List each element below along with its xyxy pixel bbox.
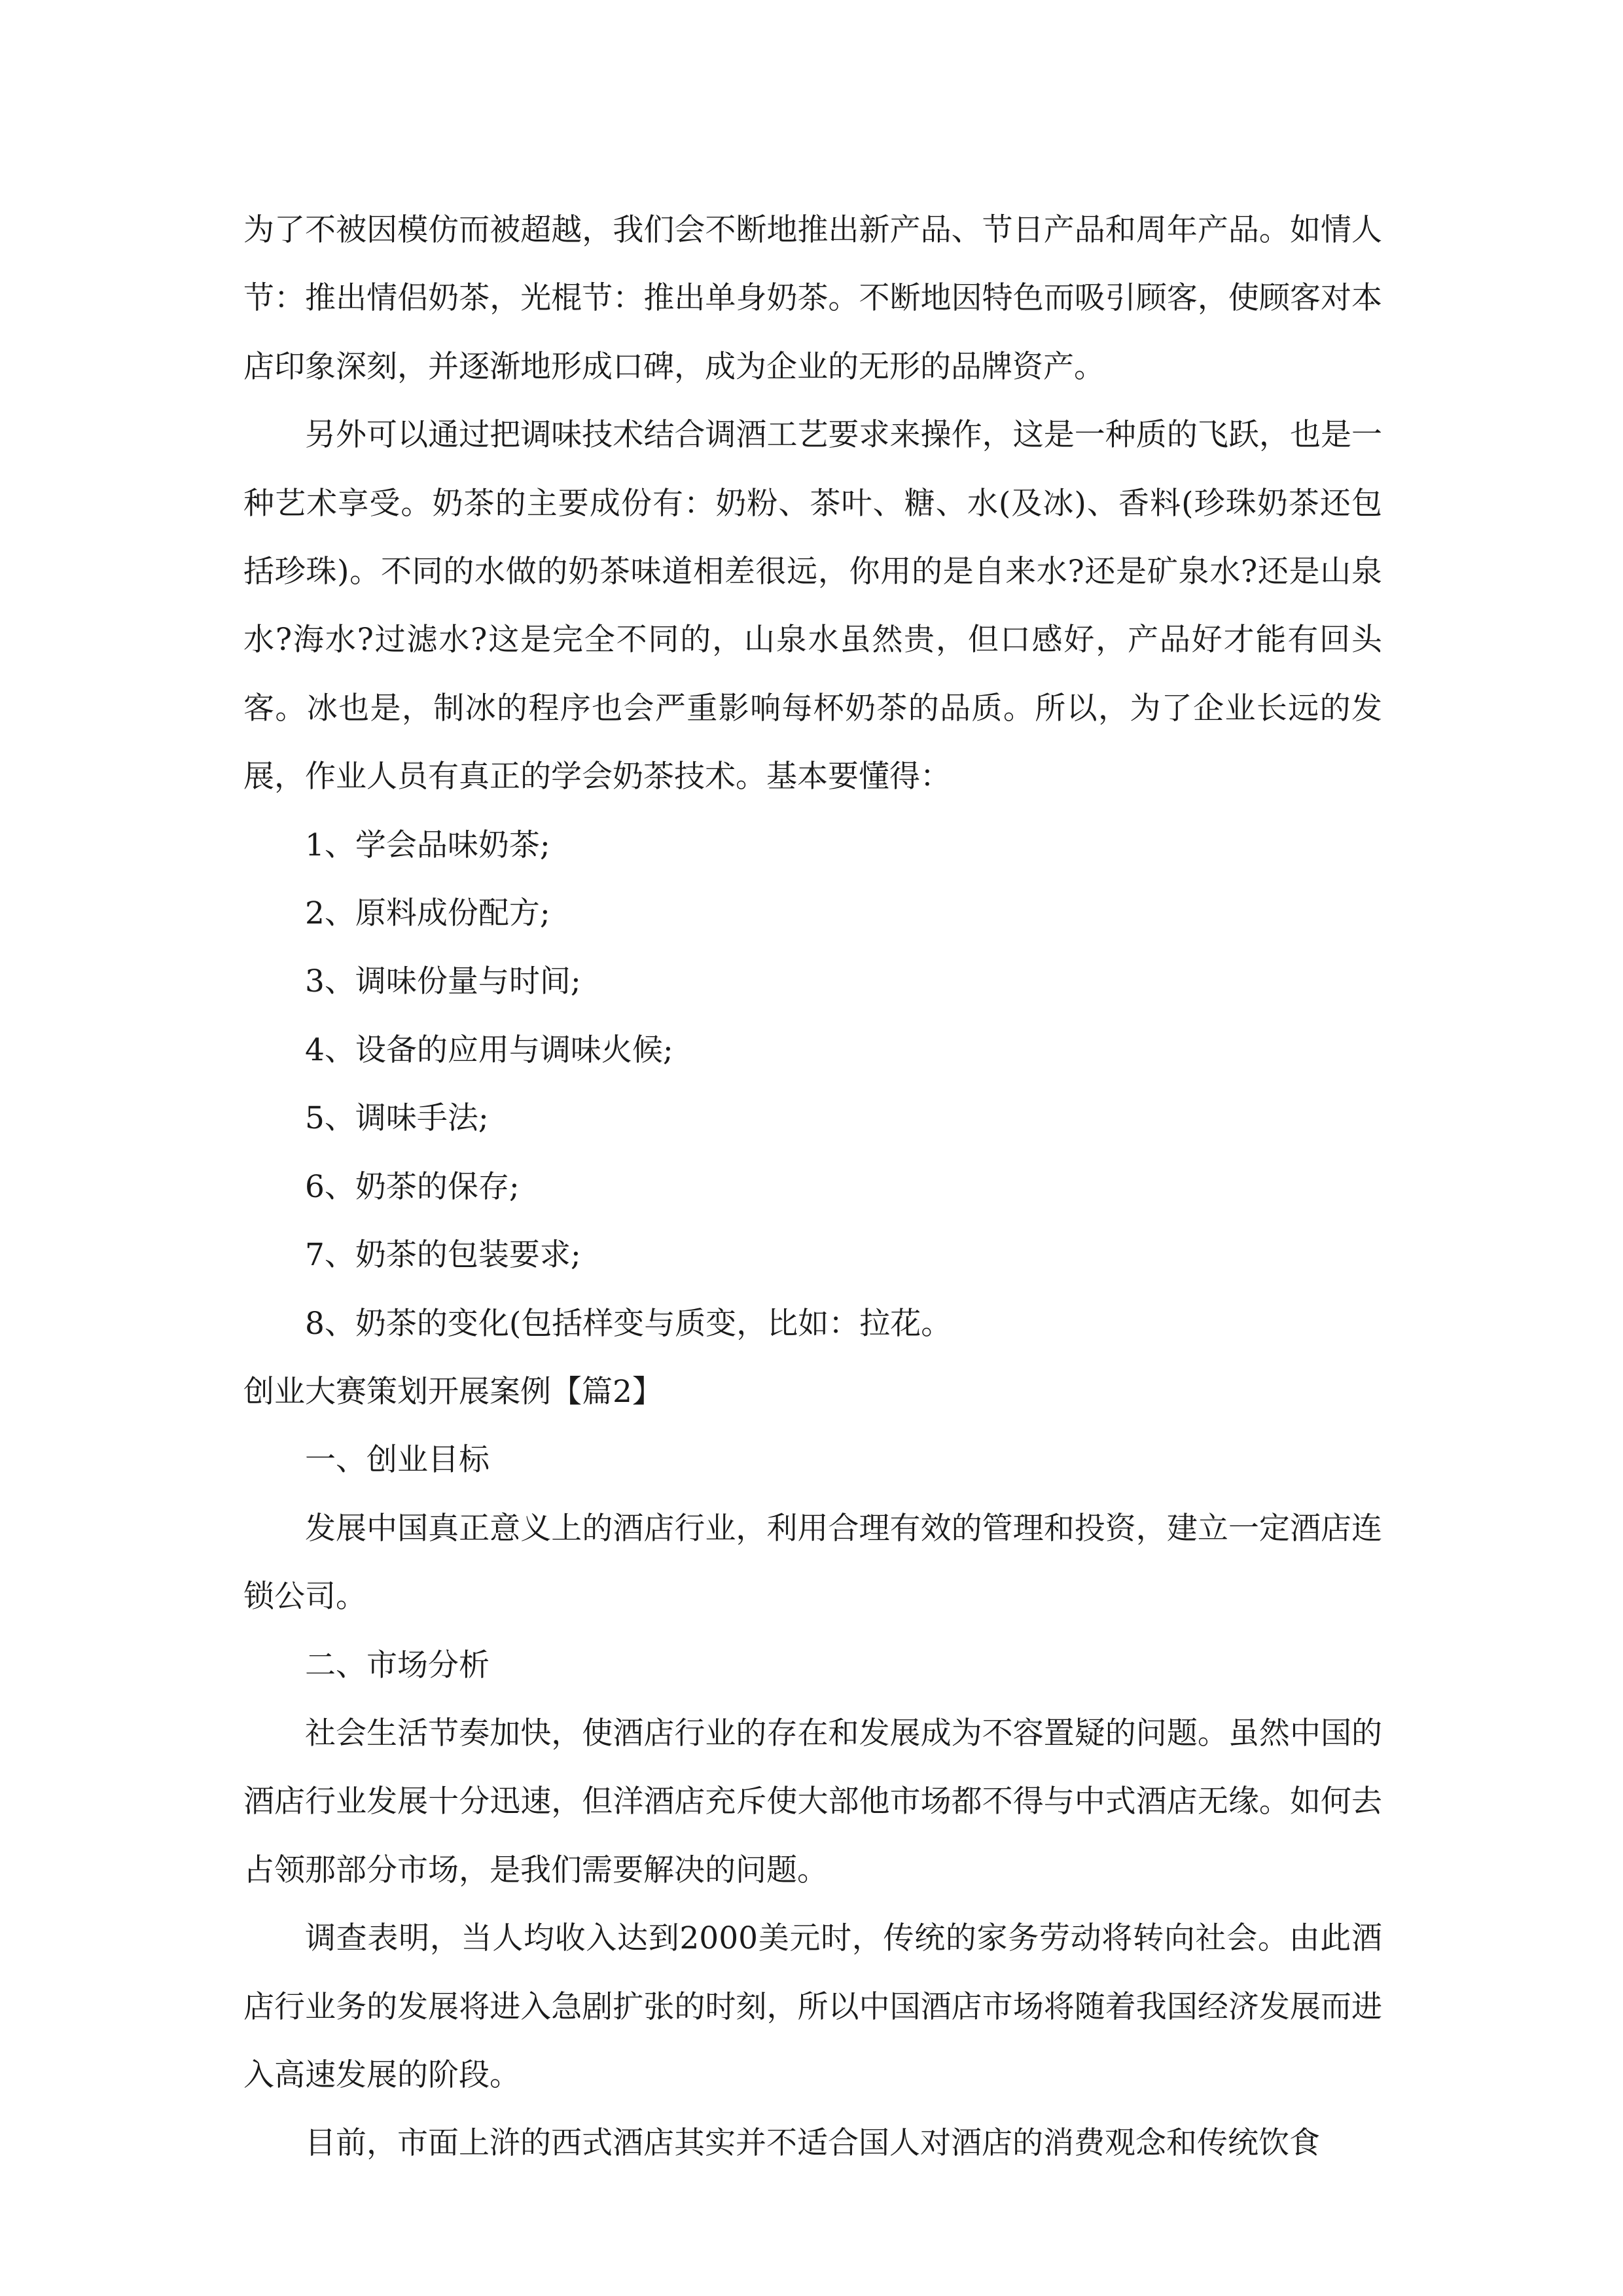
- document-body: [243, 196, 1382, 2178]
- paragraph-technique: 另外可以通过把调味技术结合调酒工艺要求来操作，这是一种质的飞跃，也是一种艺术享受。奶茶的主要成份有：奶粉、茶叶、糖、水(及冰)、香料(珍珠奶茶还包括珍珠)。不同的水做的奶茶味道相差很远，你用的是自来水?还是矿泉水?还是山泉水?海水?过滤水?这是完全不同的，山泉水虽然贵，但口感好，产品好才能有回头客。冰也是，制冰的程序也会严重影响每杯奶茶的品质。所以，为了企业长远的发展，作业人员有真正的学会奶茶技术。基本要懂得：: [243, 417, 1382, 795]
- list-item-2: 2、原料成份配方;: [305, 895, 550, 932]
- list-item-8: 8、奶茶的变化(包括样变与质变，比如：拉花。: [305, 1305, 952, 1342]
- heading-market-analysis: 二、市场分析: [305, 1647, 490, 1683]
- list-item-3: 3、调味份量与时间;: [305, 963, 581, 1000]
- heading-goal: 一、创业目标: [305, 1442, 490, 1479]
- list-item-5: 5、调味手法;: [305, 1100, 489, 1137]
- list-item-6: 6、奶茶的保存;: [305, 1168, 520, 1205]
- paragraph-market-1: 社会生活节奏加快，使酒店行业的存在和发展成为不容置疑的问题。虽然中国的酒店行业发展十分迅速，但洋酒店充斥使大部他市场都不得与中式酒店无缘。如何去占领那部分市场，是我们需要解决的问题。: [243, 1715, 1382, 1888]
- section-title: 创业大赛策划开展案例【篇2】: [243, 1373, 663, 1410]
- paragraph-new-products: 为了不被因模仿而被超越，我们会不断地推出新产品、节日产品和周年产品。如情人节：推出情侣奶茶，光棍节：推出单身奶茶。不断地因特色而吸引顾客，使顾客对本店印象深刻，并逐渐地形成口碑，成为企业的无形的品牌资产。: [243, 212, 1382, 385]
- list-item-4: 4、设备的应用与调味火候;: [305, 1031, 673, 1068]
- paragraph-market-3: 目前，市面上浒的西式酒店其实并不适合国人对酒店的消费观念和传统饮食: [305, 2125, 1320, 2162]
- paragraph-goal: 发展中国真正意义上的酒店行业，利用合理有效的管理和投资，建立一定酒店连锁公司。: [243, 1510, 1382, 1615]
- paragraph-market-2: 调查表明，当人均收入达到2000美元时，传统的家务劳动将转向社会。由此酒店行业务的发展将进入急剧扩张的时刻，所以中国酒店市场将随着我国经济发展而进入高速发展的阶段。: [243, 1920, 1382, 2093]
- list-item-7: 7、奶茶的包装要求;: [305, 1237, 581, 1274]
- list-item-1: 1、学会品味奶茶;: [305, 827, 550, 863]
